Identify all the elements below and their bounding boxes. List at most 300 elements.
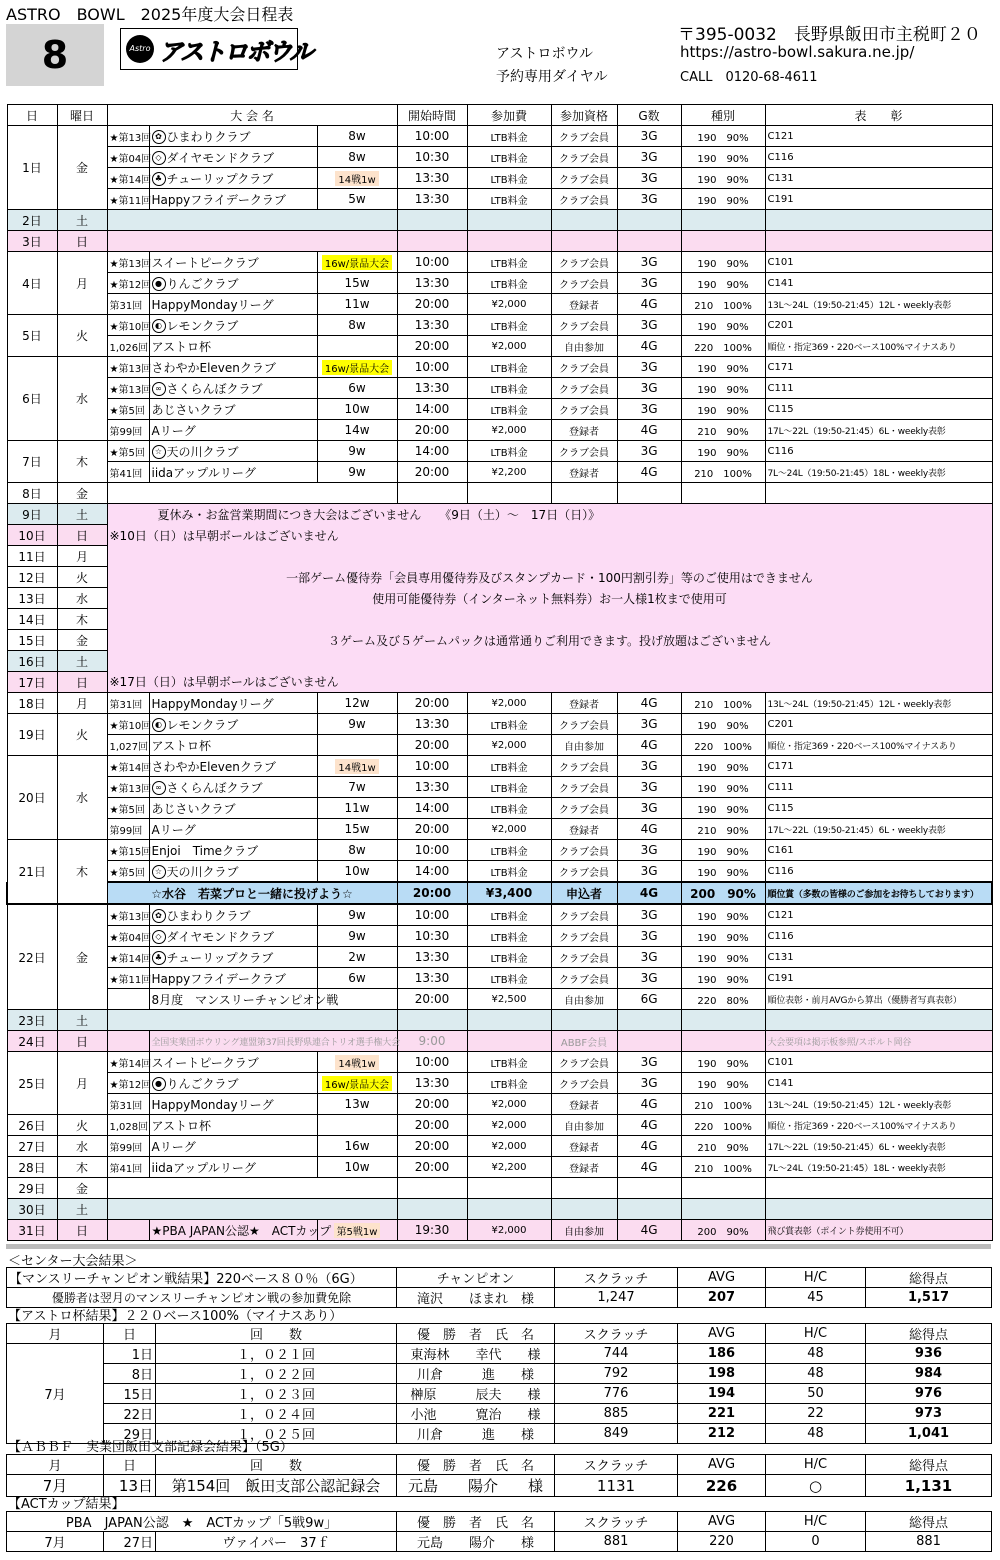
award: C131 <box>765 168 992 189</box>
event-name[interactable] <box>149 904 317 926</box>
event-round: ★第13回 <box>107 378 149 399</box>
event-round: ★第11回 <box>107 968 149 989</box>
award: 13L～24L（19:50-21:45）12L・weekly表彰 <box>765 294 992 315</box>
weekday-cell: 日 <box>57 1031 107 1052</box>
col-day: 日 <box>7 105 57 126</box>
weekday-cell: 火 <box>57 567 107 588</box>
qualification: クラブ会員 <box>551 126 617 147</box>
day-cell: 31日 <box>7 1220 57 1241</box>
summer-notice-line: 夏休み・お盆営業期間につき大会はございません 《9日（土）～ 17日（日）》 <box>107 504 992 525</box>
schedule-row <box>7 399 992 420</box>
astro-hc: 22 <box>766 1404 866 1424</box>
event-name[interactable] <box>149 1094 317 1115</box>
event-week <box>317 1052 397 1073</box>
monthly-note: 優勝者は翌月のマンスリーチャンピオン戦の参加費免除 <box>7 1288 397 1308</box>
event-name[interactable] <box>149 735 317 756</box>
event-name[interactable] <box>149 378 317 399</box>
event-type: 210 100% <box>681 462 765 483</box>
astro-month: 7月 <box>7 1344 104 1444</box>
act-scratch: 881 <box>555 1532 678 1552</box>
game-count: 3G <box>617 947 681 968</box>
astro-winner: 東海林 幸代 様 <box>397 1344 555 1364</box>
event-name-text: HappyMondayリーグ <box>151 1097 274 1112</box>
week-tag: 9w <box>348 465 366 479</box>
empty-cell <box>397 483 467 504</box>
qualification: 自由参加 <box>551 336 617 357</box>
entry-fee: LTB料金 <box>467 126 551 147</box>
event-name[interactable] <box>149 1136 317 1157</box>
astro-scratch: 744 <box>555 1344 678 1364</box>
monthly-title: 【マンスリーチャンピオン戦結果】220ベース８０％（6G） <box>7 1268 397 1288</box>
game-count: 3G <box>617 926 681 947</box>
lemon-icon: ◐ <box>152 718 166 732</box>
event-week <box>317 294 397 315</box>
summer-notice-line: 使用可能優待券（インターネット無料券）お一人様1枚まで使用可 <box>107 588 992 609</box>
diamond-icon: ◇ <box>152 151 166 165</box>
qualification: 登録者 <box>551 693 617 714</box>
event-name-text: ★PBA JAPAN公認★ ACTカップ <box>151 1223 332 1238</box>
sunflower-icon: ✿ <box>152 130 166 144</box>
empty-cell <box>551 231 617 252</box>
summer-row <box>7 546 992 567</box>
astro-hc: 48 <box>766 1364 866 1384</box>
event-name[interactable] <box>149 1157 317 1178</box>
event-round: 第99回 <box>107 420 149 441</box>
event-round: ★第13回 <box>107 357 149 378</box>
entry-fee: LTB料金 <box>467 357 551 378</box>
game-count: 3G <box>617 1052 681 1073</box>
event-type: 190 90% <box>681 441 765 462</box>
astro-total: 976 <box>866 1384 992 1404</box>
event-type: 190 90% <box>681 947 765 968</box>
game-count: 3G <box>617 840 681 861</box>
astro-result-row <box>7 1364 992 1384</box>
empty-cell <box>467 483 551 504</box>
event-name-text: レモンクラブ <box>166 318 239 333</box>
game-count: 3G <box>617 441 681 462</box>
event-type: 210 100% <box>681 1094 765 1115</box>
event-type: 190 90% <box>681 798 765 819</box>
event-week <box>317 378 397 399</box>
astro-result-row <box>7 1404 992 1424</box>
event-round: ★第12回 <box>107 273 149 294</box>
qualification: 自由参加 <box>551 1220 617 1241</box>
empty-cell <box>551 210 617 231</box>
start-time: 20:00 <box>397 1136 467 1157</box>
event-name[interactable] <box>149 777 317 798</box>
award: C141 <box>765 273 992 294</box>
empty-cell <box>551 1010 617 1031</box>
event-name[interactable] <box>149 189 317 210</box>
schedule-row <box>7 756 992 777</box>
entry-fee: LTB料金 <box>467 756 551 777</box>
schedule-header <box>7 105 992 126</box>
event-name[interactable] <box>149 147 317 168</box>
weekday-cell: 金 <box>57 904 107 1010</box>
event-name[interactable] <box>149 714 317 735</box>
event-week <box>317 399 397 420</box>
game-count: 4G <box>617 735 681 756</box>
event-round <box>107 1031 149 1052</box>
astro-round: １，０２５回 <box>156 1424 397 1444</box>
summer-row <box>7 504 992 525</box>
astro-bowl-logo <box>120 28 312 70</box>
week-tag: 16w <box>344 1139 370 1153</box>
astro-total: 936 <box>866 1344 992 1364</box>
abbf-h-day: 日 <box>104 1455 156 1475</box>
award: 7L～24L（19:50-21:45）18L・weekly表彰 <box>765 1157 992 1178</box>
event-week <box>317 947 397 968</box>
empty-cell <box>617 1178 681 1199</box>
astro-day: 8日 <box>104 1364 156 1384</box>
act-header-title: PBA JAPAN公認 ★ ACTカップ「5戦9w」 <box>7 1512 397 1532</box>
entry-fee: LTB料金 <box>467 777 551 798</box>
game-count: 4G <box>617 294 681 315</box>
entry-fee: LTB料金 <box>467 1073 551 1094</box>
event-name[interactable] <box>149 840 317 861</box>
event-name[interactable] <box>149 968 317 989</box>
event-name-text: HappyMondayリーグ <box>151 297 274 312</box>
summer-notice-line: ※10日（日）は早朝ボールはございません <box>107 525 992 546</box>
game-count: 3G <box>617 1073 681 1094</box>
event-name[interactable] <box>149 357 317 378</box>
event-week <box>317 357 397 378</box>
day-cell: 23日 <box>7 1010 57 1031</box>
act-h-avg: AVG <box>678 1512 766 1532</box>
award: 7L～24L（19:50-21:45）18L・weekly表彰 <box>765 462 992 483</box>
star-icon: ☆ <box>152 445 166 459</box>
monthly-h-total: 総得点 <box>866 1268 992 1288</box>
event-name[interactable] <box>149 1220 332 1241</box>
qualification: クラブ会員 <box>551 252 617 273</box>
qualification: クラブ会員 <box>551 861 617 883</box>
week-tag: 8w <box>348 318 366 332</box>
game-count <box>617 1031 681 1052</box>
weekday-cell: 火 <box>57 1115 107 1136</box>
event-type: 210 100% <box>681 294 765 315</box>
week-tag: 11w <box>344 801 370 815</box>
logo-text: アストロボウル <box>159 38 312 66</box>
astro-scratch: 849 <box>555 1424 678 1444</box>
monthly-h-hc: H/C <box>766 1268 866 1288</box>
schedule-row <box>7 861 992 883</box>
weekday-cell: 金 <box>57 1178 107 1199</box>
event-week <box>317 926 397 947</box>
qualification: ABBF会員 <box>551 1031 617 1052</box>
week-tag: 6w <box>348 971 366 985</box>
call-number[interactable]: CALL 0120-68-4611 <box>680 70 818 85</box>
weekday-cell: 木 <box>57 609 107 630</box>
week-tag: 16w/景品大会 <box>322 1076 392 1091</box>
schedule-row <box>7 819 992 840</box>
event-week <box>317 840 397 861</box>
event-round: 第99回 <box>107 819 149 840</box>
game-count: 3G <box>617 968 681 989</box>
event-round <box>107 1220 149 1241</box>
event-name[interactable] <box>149 126 317 147</box>
award: C101 <box>765 1052 992 1073</box>
qualification: クラブ会員 <box>551 315 617 336</box>
schedule-row <box>7 714 992 735</box>
start-time: 20:00 <box>397 294 467 315</box>
schedule-row <box>7 840 992 861</box>
event-name-text: Aリーグ <box>151 822 196 837</box>
event-name[interactable] <box>149 947 317 968</box>
award: C191 <box>765 189 992 210</box>
weekday-cell: 金 <box>57 630 107 651</box>
event-name-text: 天の川クラブ <box>166 864 239 879</box>
event-round: ★第11回 <box>107 189 149 210</box>
entry-fee: ¥2,000 <box>467 420 551 441</box>
col-qualification: 参加資格 <box>551 105 617 126</box>
weekday-cell: 水 <box>57 588 107 609</box>
event-type: 190 90% <box>681 189 765 210</box>
day-cell: 12日 <box>7 567 57 588</box>
award: C116 <box>765 926 992 947</box>
week-tag: 2w <box>348 950 366 964</box>
award: 順位・指定369・220ベース100%マイナスあり <box>765 1115 992 1136</box>
entry-fee: ¥2,000 <box>467 819 551 840</box>
special-event-name[interactable]: ☆水谷 若菜プロと一緒に投げよう☆ <box>107 882 397 904</box>
event-name[interactable] <box>149 336 317 357</box>
astro-day: 22日 <box>104 1404 156 1424</box>
event-name[interactable] <box>149 861 317 883</box>
game-count: 4G <box>617 819 681 840</box>
start-time: 10:00 <box>397 840 467 861</box>
act-round: ヴァイパー 37ｆ <box>156 1532 397 1552</box>
empty-cell <box>467 1199 551 1220</box>
empty-cell <box>107 483 397 504</box>
event-type: 190 90% <box>681 1073 765 1094</box>
start-time: 14:00 <box>397 861 467 883</box>
week-tag: 7w <box>348 780 366 794</box>
event-name[interactable] <box>149 462 317 483</box>
empty-cell <box>681 210 765 231</box>
empty-cell <box>681 1199 765 1220</box>
weekday-cell: 火 <box>57 315 107 357</box>
event-week <box>317 1115 397 1136</box>
empty-cell <box>467 1178 551 1199</box>
abbf-winner: 元島 陽介 様 <box>397 1475 555 1497</box>
event-name[interactable] <box>149 399 317 420</box>
day-cell: 30日 <box>7 1199 57 1220</box>
event-week <box>317 714 397 735</box>
abbf-h-hc: H/C <box>766 1455 866 1475</box>
event-name[interactable] <box>149 798 317 819</box>
act-cup-table <box>6 1511 992 1552</box>
game-count: 4G <box>617 693 681 714</box>
summer-notice-line <box>107 546 992 567</box>
event-name-text: レモンクラブ <box>166 717 239 732</box>
schedule-row <box>7 231 992 252</box>
act-h-winner: 優 勝 者 氏 名 <box>397 1512 555 1532</box>
astro-avg: 194 <box>678 1384 766 1404</box>
website-link[interactable]: https://astro-bowl.sakura.ne.jp/ <box>680 43 915 61</box>
event-week <box>317 777 397 798</box>
award: 順位・指定369・220ベース100%マイナスあり <box>765 735 992 756</box>
empty-cell <box>765 483 992 504</box>
event-week <box>317 1073 397 1094</box>
day-cell: 8日 <box>7 483 57 504</box>
empty-cell <box>617 210 681 231</box>
event-name[interactable] <box>149 1073 317 1094</box>
start-time: 20:00 <box>397 1115 467 1136</box>
start-time: 13:30 <box>397 1073 467 1094</box>
special-time: 20:00 <box>397 882 467 904</box>
event-name[interactable] <box>149 819 317 840</box>
apple-icon: ● <box>152 1077 166 1091</box>
event-week <box>317 273 397 294</box>
event-name[interactable] <box>149 273 317 294</box>
game-count: 6G <box>617 989 681 1010</box>
week-tag: 5w <box>348 192 366 206</box>
game-count: 3G <box>617 756 681 777</box>
event-name-text: ダイヤモンドクラブ <box>166 929 275 944</box>
award: 17L～22L（19:50-21:45）6L・weekly表彰 <box>765 819 992 840</box>
event-type: 190 90% <box>681 168 765 189</box>
schedule-row <box>7 315 992 336</box>
week-tag: 16w/景品大会 <box>322 360 392 375</box>
schedule-row <box>7 462 992 483</box>
qualification: クラブ会員 <box>551 1073 617 1094</box>
astro-h-hc: H/C <box>766 1324 866 1344</box>
event-name[interactable] <box>149 1031 400 1052</box>
astro-header-row <box>7 1324 992 1344</box>
act-h-scratch: スクラッチ <box>555 1512 678 1532</box>
schedule-row <box>7 126 992 147</box>
abbf-avg: 226 <box>678 1475 766 1497</box>
special-type: 200 90% <box>681 882 765 904</box>
results-caption: ＜センター大会結果＞ <box>8 1254 138 1269</box>
event-type: 190 90% <box>681 714 765 735</box>
event-type: 190 90% <box>681 968 765 989</box>
schedule-row <box>7 357 992 378</box>
act-winner: 元島 陽介 様 <box>397 1532 555 1552</box>
weekday-cell: 日 <box>57 1220 107 1241</box>
event-week <box>317 147 397 168</box>
astro-hc: 48 <box>766 1344 866 1364</box>
empty-cell <box>681 231 765 252</box>
day-cell: 13日 <box>7 588 57 609</box>
empty-cell <box>551 1199 617 1220</box>
empty-cell <box>397 1010 467 1031</box>
event-name[interactable] <box>149 252 317 273</box>
event-name[interactable] <box>149 441 317 462</box>
event-week <box>317 968 397 989</box>
event-name[interactable] <box>149 756 317 777</box>
start-time: 20:00 <box>397 1094 467 1115</box>
entry-fee: LTB料金 <box>467 147 551 168</box>
schedule-row <box>7 420 992 441</box>
monthly-avg: 207 <box>678 1288 766 1308</box>
summer-notice-line <box>107 651 992 672</box>
week-tag: 6w <box>348 381 366 395</box>
event-name-text: 8月度 マンスリーチャンピオン戦 <box>151 992 339 1007</box>
event-name[interactable] <box>149 294 317 315</box>
event-name[interactable] <box>149 693 317 714</box>
abbf-h-winner: 優 勝 者 氏 名 <box>397 1455 555 1475</box>
entry-fee: LTB料金 <box>467 947 551 968</box>
entry-fee: LTB料金 <box>467 399 551 420</box>
schedule-row <box>7 926 992 947</box>
event-name-text: Aリーグ <box>151 423 196 438</box>
event-name[interactable] <box>149 1115 317 1136</box>
schedule-row <box>7 210 992 231</box>
qualification: クラブ会員 <box>551 273 617 294</box>
abbf-h-total: 総得点 <box>866 1455 992 1475</box>
qualification: クラブ会員 <box>551 168 617 189</box>
event-name-text: アストロ杯 <box>151 1118 212 1133</box>
day-cell: 15日 <box>7 630 57 651</box>
schedule-row <box>7 189 992 210</box>
astro-avg: 186 <box>678 1344 766 1364</box>
sunflower-icon: ✿ <box>152 909 166 923</box>
event-type: 190 90% <box>681 861 765 883</box>
summer-row <box>7 588 992 609</box>
event-name[interactable] <box>149 420 317 441</box>
event-name-text: りんごクラブ <box>166 276 239 291</box>
summer-notice-line: ※17日（日）は早朝ボールはございません <box>107 672 992 693</box>
start-time: 13:30 <box>397 168 467 189</box>
weekday-cell: 月 <box>57 546 107 567</box>
weekday-cell: 金 <box>57 483 107 504</box>
event-week <box>317 1094 397 1115</box>
event-name[interactable] <box>149 926 317 947</box>
event-type: 190 90% <box>681 126 765 147</box>
event-name[interactable] <box>149 315 317 336</box>
empty-cell <box>551 483 617 504</box>
event-round: ★第13回 <box>107 777 149 798</box>
start-time: 20:00 <box>397 989 467 1010</box>
week-tag: 8w <box>348 129 366 143</box>
event-round: 1,027回 <box>107 735 149 756</box>
game-count: 3G <box>617 798 681 819</box>
entry-fee: LTB料金 <box>467 378 551 399</box>
event-name[interactable] <box>149 168 317 189</box>
summer-notice-line <box>107 609 992 630</box>
start-time: 13:30 <box>397 777 467 798</box>
qualification: クラブ会員 <box>551 798 617 819</box>
astro-total: 984 <box>866 1364 992 1384</box>
astro-h-total: 総得点 <box>866 1324 992 1344</box>
entry-fee: LTB料金 <box>467 441 551 462</box>
schedule-row <box>7 1073 992 1094</box>
reserve-label: 予約専用ダイヤル <box>496 69 608 85</box>
game-count: 4G <box>617 420 681 441</box>
entry-fee: ¥2,500 <box>467 989 551 1010</box>
week-tag: 8w <box>348 150 366 164</box>
game-count: 3G <box>617 777 681 798</box>
col-games: G数 <box>617 105 681 126</box>
special-fee: ¥3,400 <box>467 882 551 904</box>
event-type: 210 90% <box>681 420 765 441</box>
abbf-day: 13日 <box>104 1475 156 1497</box>
award: C116 <box>765 147 992 168</box>
astro-h-round: 回 数 <box>156 1324 397 1344</box>
event-name-text: 天の川クラブ <box>166 444 239 459</box>
astro-total: 973 <box>866 1404 992 1424</box>
start-time: 13:30 <box>397 273 467 294</box>
game-count: 3G <box>617 252 681 273</box>
event-name[interactable] <box>149 1052 317 1073</box>
event-name[interactable] <box>149 989 339 1010</box>
event-type: 190 90% <box>681 378 765 399</box>
astro-scratch: 776 <box>555 1384 678 1404</box>
weekday-cell: 火 <box>57 714 107 756</box>
entry-fee: LTB料金 <box>467 926 551 947</box>
col-weekday: 曜日 <box>57 105 107 126</box>
astro-scratch: 792 <box>555 1364 678 1384</box>
